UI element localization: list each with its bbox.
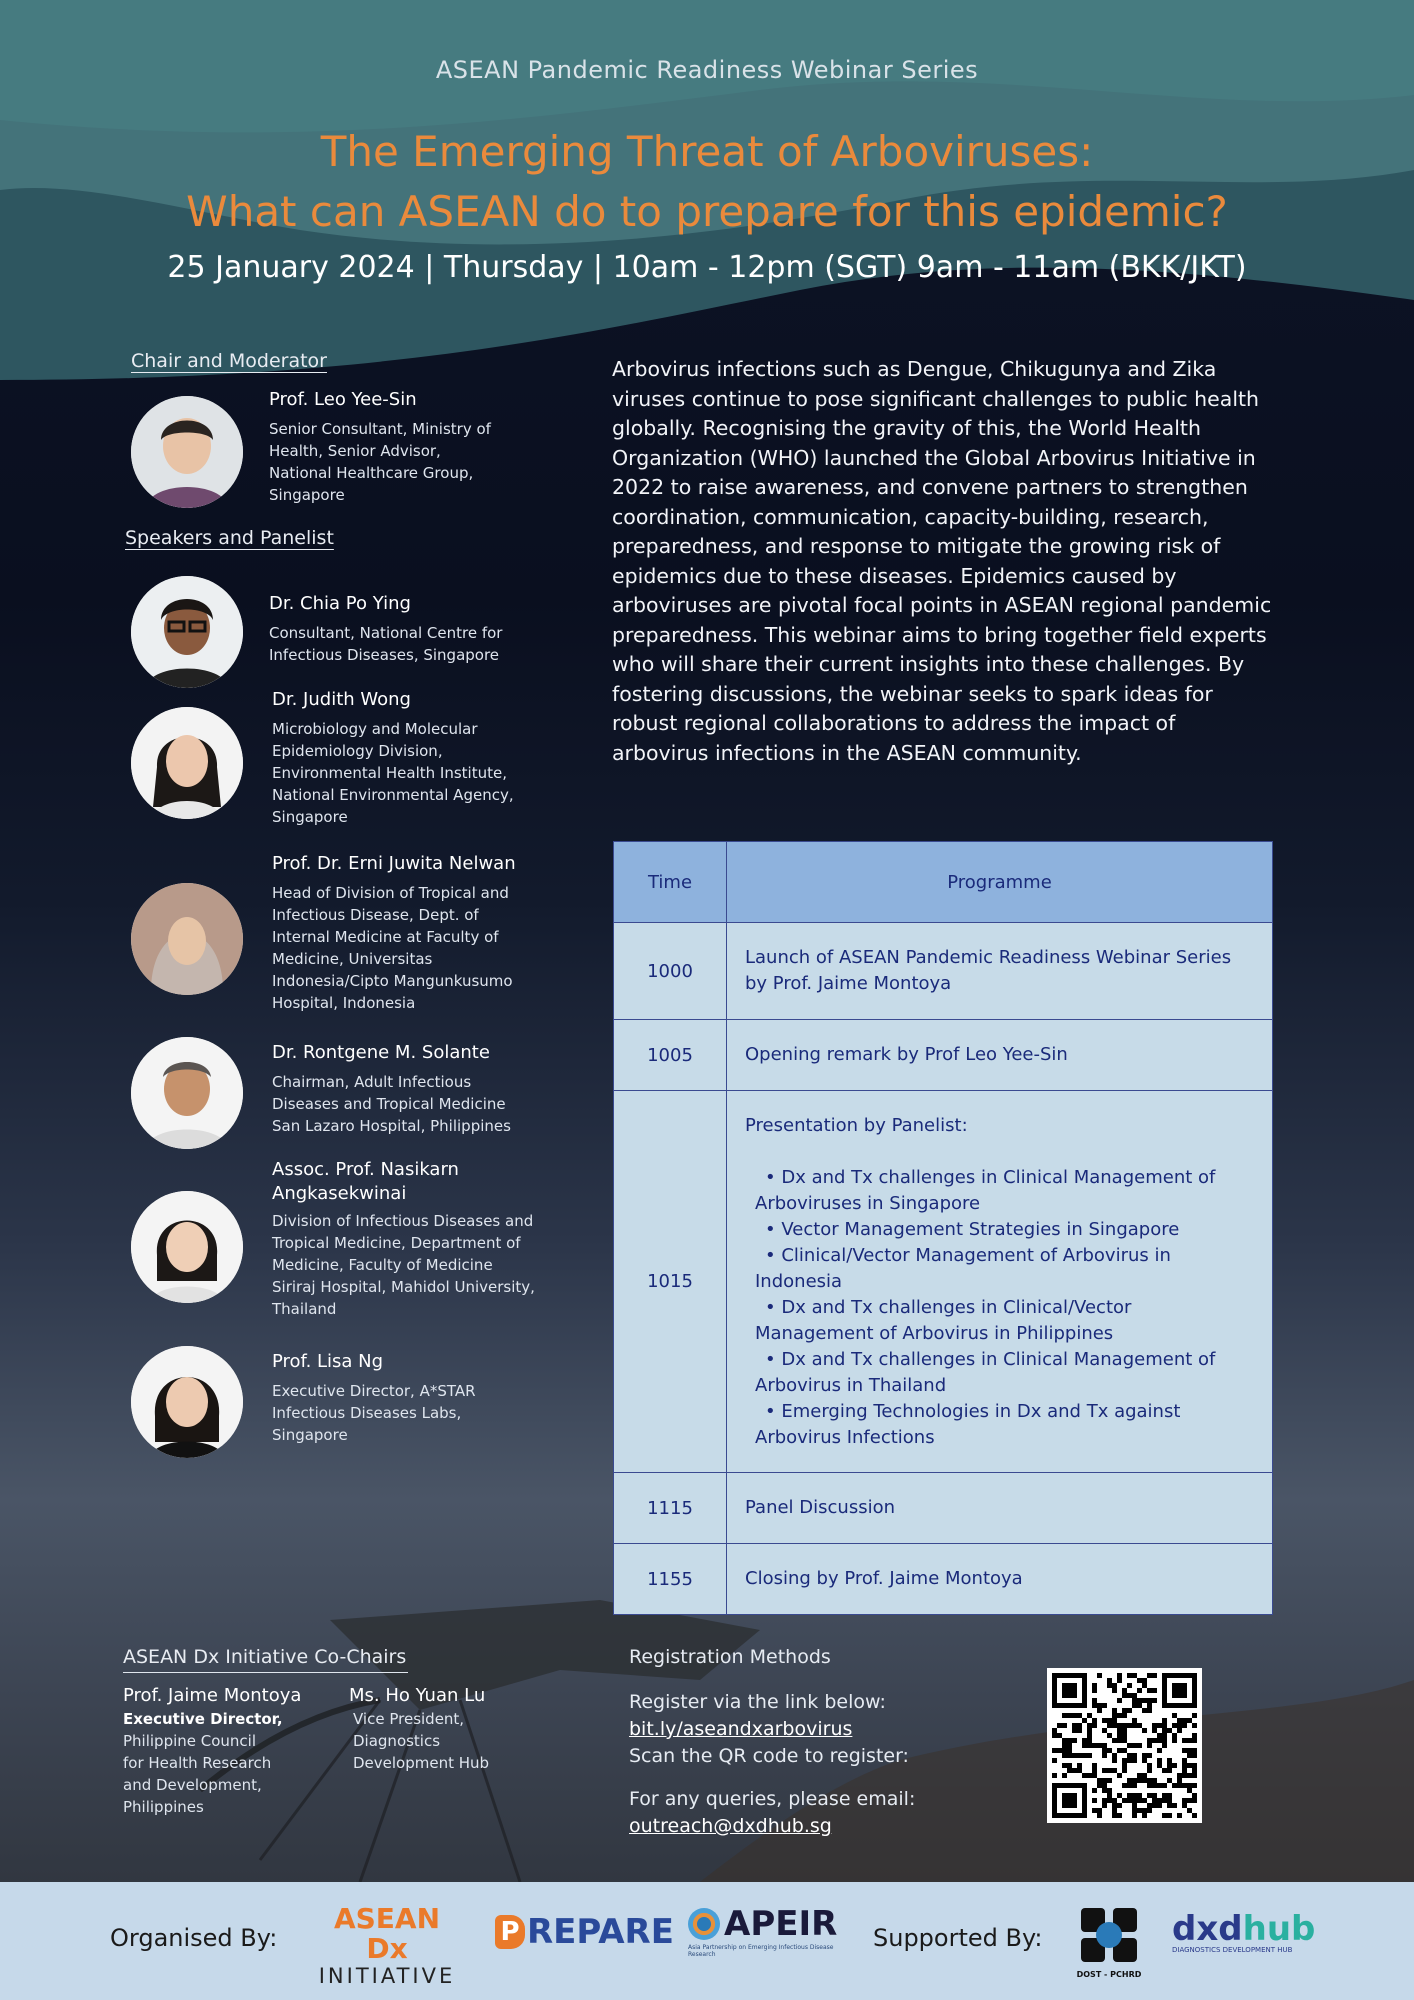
chair-name: Prof. Leo Yee-Sin: [269, 389, 417, 410]
cochair-1: Prof. Jaime Montoya Executive Director, Philippine Council for Health Research and Development, Philippines: [123, 1685, 302, 1816]
list-item: • Dx and Tx challenges in Clinical Management of Arbovirus in Thailand: [745, 1347, 1254, 1399]
qr-code-icon: [1047, 1668, 1202, 1823]
speaker-name: Assoc. Prof. Nasikarn: [272, 1159, 459, 1180]
avatar-judith-wong: [131, 707, 243, 819]
table-row: 1155 Closing by Prof. Jaime Montoya: [614, 1544, 1273, 1615]
supported-by-label: Supported By:: [873, 1924, 1043, 1952]
chair-info: [269, 388, 559, 506]
speaker-6: [272, 1350, 572, 1446]
apeir-logo: APEIR Asia Partnership on Emerging Infectious Disease Research: [688, 1904, 838, 1958]
event-date: 25 January 2024 | Thursday | 10am - 12pm (SGT) 9am - 11am (BKK/JKT): [167, 250, 1247, 285]
speaker-role: Executive Director, A*STAR Infectious Diseases Labs, Singapore: [272, 1382, 476, 1444]
email-link[interactable]: outreach@dxdhub.sg: [629, 1815, 832, 1837]
speaker-name: Dr. Chia Po Ying: [269, 593, 411, 614]
organised-by-label: Organised By:: [110, 1924, 278, 1952]
avatar-lisa-ng: [131, 1346, 243, 1458]
table-row: 1005 Opening remark by Prof Leo Yee-Sin: [614, 1020, 1273, 1091]
speaker-name: Dr. Judith Wong: [272, 689, 411, 710]
speaker-role: Chairman, Adult Infectious Diseases and Tropical Medicine San Lazaro Hospital, Philippines: [272, 1073, 511, 1135]
speaker-2: [272, 688, 572, 828]
chair-role: Senior Consultant, Ministry of Health, Senior Advisor, National Healthcare Group, Singapore: [269, 420, 491, 504]
title-line-1: The Emerging Threat of Arboviruses:: [320, 127, 1094, 176]
prepare-p-icon: P: [495, 1915, 525, 1949]
registration-info: Registration Methods Register via the link below: bit.ly/aseandxarbovirus Scan the QR code to register: For any queries, please email: outreach@dxdhub.sg: [629, 1644, 989, 1840]
dost-pchrd-logo: DOST - PCHRD: [1074, 1904, 1144, 1979]
speaker-4: [272, 1041, 572, 1137]
avatar-rontgene-solante: [131, 1037, 243, 1149]
speaker-name: Dr. Rontgene M. Solante: [272, 1042, 490, 1063]
speaker-name: Prof. Dr. Erni Juwita Nelwan: [272, 853, 516, 874]
series-title: ASEAN Pandemic Readiness Webinar Series: [435, 56, 979, 84]
avatar-chia-po-ying: [131, 576, 243, 688]
speaker-role: Consultant, National Centre for Infectious Diseases, Singapore: [269, 624, 503, 664]
registration-link[interactable]: bit.ly/aseandxarbovirus: [629, 1718, 853, 1740]
speaker-name-cont: Angkasekwinai: [272, 1183, 407, 1204]
list-item: • Emerging Technologies in Dx and Tx against Arbovirus Infections: [745, 1399, 1254, 1451]
asean-dx-initiative-logo: ASEAN Dx INITIATIVE: [318, 1902, 456, 1988]
speaker-role: Head of Division of Tropical and Infectious Disease, Dept. of Internal Medicine at Faculty of Medicine, Universitas Indonesia/Cipto Mangunkusumo Hospital, Indonesia: [272, 884, 513, 1012]
intro-paragraph: Arbovirus infections such as Dengue, Chikugunya and Zika viruses continue to pose significant challenges to public health globally. Recognising the gravity of this, the World Health Organization (WHO) launched the Global Arbovirus Initiative in 2022 to raise awareness, and convene partners to strengthen coordination, communication, capacity-building, research, preparedness, and response to mitigate the growing risk of epidemics due to these diseases. Epidemics caused by arboviruses are pivotal focal points in ASEAN regional pandemic preparedness. This webinar aims to bring together field experts who will share their current insights into these challenges. By fostering discussions, the webinar seeks to spark ideas for robust regional collaborations to address the impact of arbovirus infections in the ASEAN community.: [612, 357, 1272, 765]
table-header: [614, 842, 1273, 923]
avatar-leo-yee-sin: [131, 396, 243, 508]
speaker-role: Division of Infectious Diseases and Tropical Medicine, Department of Medicine, Faculty of Medicine Siriraj Hospital, Mahidol University, Thailand: [272, 1212, 535, 1318]
prepare-logo: P REPARE: [495, 1912, 674, 1952]
dost-emblem-icon: [1077, 1904, 1141, 1966]
dxdhub-logo: dxdhub DIAGNOSTICS DEVELOPMENT HUB: [1172, 1909, 1316, 1954]
cochairs-heading: ASEAN Dx Initiative Co-Chairs: [123, 1646, 408, 1673]
avatar-erni-juwita-nelwan: [131, 883, 243, 995]
programme-column-header: Programme: [727, 842, 1273, 923]
avatar-nasikarn-angkasekwinai: [131, 1191, 243, 1303]
registration-heading: Registration Methods: [629, 1646, 831, 1668]
title-line-2: What can ASEAN do to prepare for this epidemic?: [186, 187, 1228, 236]
speaker-role: Microbiology and Molecular Epidemiology Division, Environmental Health Institute, National Environmental Agency, Singapore: [272, 720, 514, 826]
speaker-1: [269, 592, 559, 666]
list-item: • Dx and Tx challenges in Clinical/Vector Management of Arbovirus in Philippines: [745, 1295, 1254, 1347]
qr-code[interactable]: [1047, 1668, 1202, 1823]
speaker-3: [272, 852, 572, 1014]
list-item: • Dx and Tx challenges in Clinical Management of Arboviruses in Singapore: [745, 1165, 1254, 1217]
list-item: • Clinical/Vector Management of Arbovirus in Indonesia: [745, 1243, 1254, 1295]
list-item: • Vector Management Strategies in Singapore: [745, 1217, 1254, 1243]
table-row: 1115 Panel Discussion: [614, 1473, 1273, 1544]
cochair-2: Ms. Ho Yuan Lu Vice President, Diagnostics Development Hub: [349, 1685, 490, 1772]
chair-heading: Chair and Moderator: [131, 350, 327, 372]
speaker-5: [272, 1158, 582, 1320]
presentation-list: [745, 1165, 1254, 1451]
speakers-heading: Speakers and Panelist: [125, 527, 334, 549]
time-column-header: Time: [614, 842, 727, 923]
speaker-name: Prof. Lisa Ng: [272, 1351, 384, 1372]
footer: [0, 1882, 1414, 2000]
programme-table: [613, 841, 1273, 1615]
apeir-globe-icon: [688, 1908, 720, 1940]
webinar-title: [0, 122, 1414, 242]
table-row: 1000 Launch of ASEAN Pandemic Readiness Webinar Series by Prof. Jaime Montoya: [614, 923, 1273, 1020]
table-row: 1015 Presentation by Panelist: • Dx and Tx challenges in Clinical Management of Arboviruses in Singapore • Vector Management Strategies in Singapore • Clinical/Vector Management of Arbovirus in Indonesia • Dx and Tx challenges in Clinical/Vector Management of Arbovirus in Philippines • Dx and Tx challenges in Clinical Management of Arbovirus in Thailand • Emerging Technologies in Dx and Tx against Arbovirus Infections: [614, 1091, 1273, 1473]
